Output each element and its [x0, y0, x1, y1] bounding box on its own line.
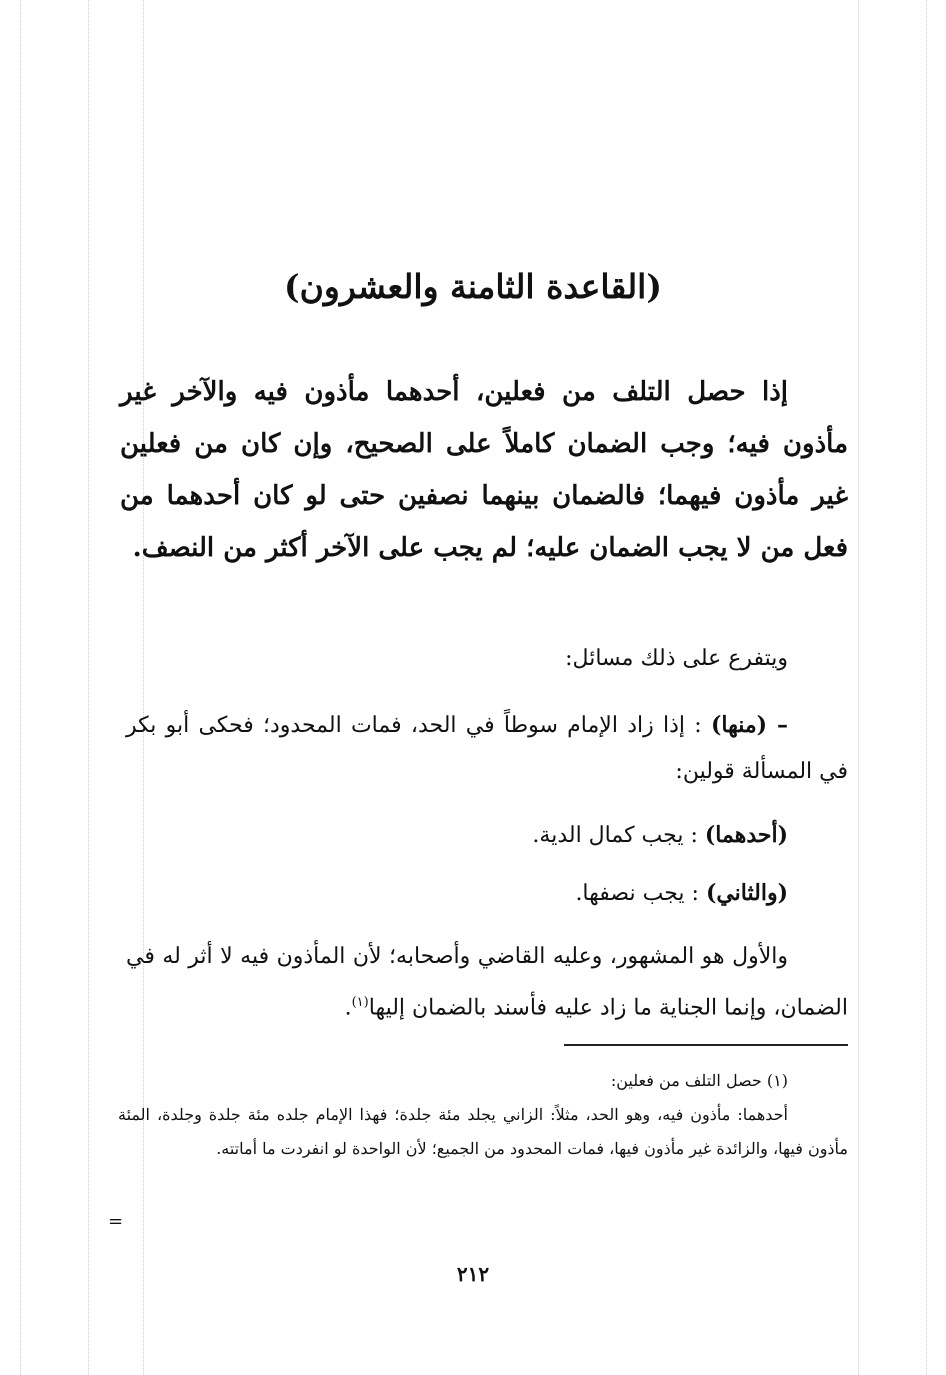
- first-opinion-label: (أحدهما): [704, 822, 788, 848]
- intro-paragraph: [126, 636, 848, 682]
- issue-paragraph: [126, 702, 848, 795]
- issue-label: – (منها): [710, 712, 788, 738]
- conclusion-text: والأول هو المشهور، وعليه القاضي وأصحابه؛ لأن المأذون فيه لا أثر له في الضمان، وإنما الجناية ما زاد عليه فأسند بالضمان إليها: [126, 944, 848, 1021]
- footnote-separator: [564, 1044, 848, 1046]
- intro-text: ويتفرع على ذلك مسائل:: [565, 646, 788, 671]
- second-opinion-text: : يجب نصفها.: [575, 881, 699, 906]
- first-opinion: [126, 812, 848, 859]
- scan-guide-line: [143, 0, 144, 1375]
- rule-statement-text: إذا حصل التلف من فعلين، أحدهما مأذون فيه والآخر غير مأذون فيه؛ وجب الضمان كاملاً على الصحيح، وإن كان من فعلين غير مأذون فيهما؛ فالضمان بينهما نصفين حتى لو كان أحدهما من فعل من لا يجب الضمان عليه؛ لم يجب على الآخر أكثر من النصف.: [120, 377, 848, 563]
- footnote-reference: (١): [351, 995, 369, 1010]
- rule-statement: [120, 366, 848, 574]
- scan-guide-line: [20, 0, 21, 1375]
- scan-guide-line: [926, 0, 927, 1375]
- issue-text: : إذا زاد الإمام سوطاً في الحد، فمات المحدود؛ فحكى أبو بكر في المسألة قولين:: [126, 713, 848, 784]
- second-opinion-label: (والثاني): [705, 880, 788, 906]
- scan-guide-line: [88, 0, 89, 1375]
- scan-guide-line: [858, 0, 859, 1375]
- footnotes: [118, 1064, 848, 1166]
- chapter-title: (القاعدة الثامنة والعشرون): [284, 267, 662, 306]
- footnote-body: [118, 1098, 848, 1166]
- footnote-heading: [118, 1064, 848, 1098]
- continuation-mark: =: [108, 1211, 124, 1232]
- first-opinion-text: : يجب كمال الدية.: [532, 823, 698, 848]
- second-opinion: [126, 870, 848, 917]
- conclusion-paragraph: والأول هو المشهور، وعليه القاضي وأصحابه؛ لأن المأذون فيه لا أثر له في الضمان، وإنما الجناية ما زاد عليه فأسند بالضمان إليها$^{(١)}$.: [126, 944, 848, 1021]
- footnote-heading-text: (١) حصل التلف من فعلين:: [610, 1071, 788, 1090]
- page-number: ٢١٢: [456, 1262, 490, 1286]
- footnote-body-text: أحدهما: مأذون فيه، وهو الحد، مثلاً: الزاني يجلد مئة جلدة؛ فهذا الإمام جلده مئة جلدة وجلدة، المئة مأذون فيها، والزائدة غير مأذون فيها، فمات المحدود من الجميع؛ لأن الواحدة لو انفردت ما أماتته.: [118, 1105, 848, 1158]
